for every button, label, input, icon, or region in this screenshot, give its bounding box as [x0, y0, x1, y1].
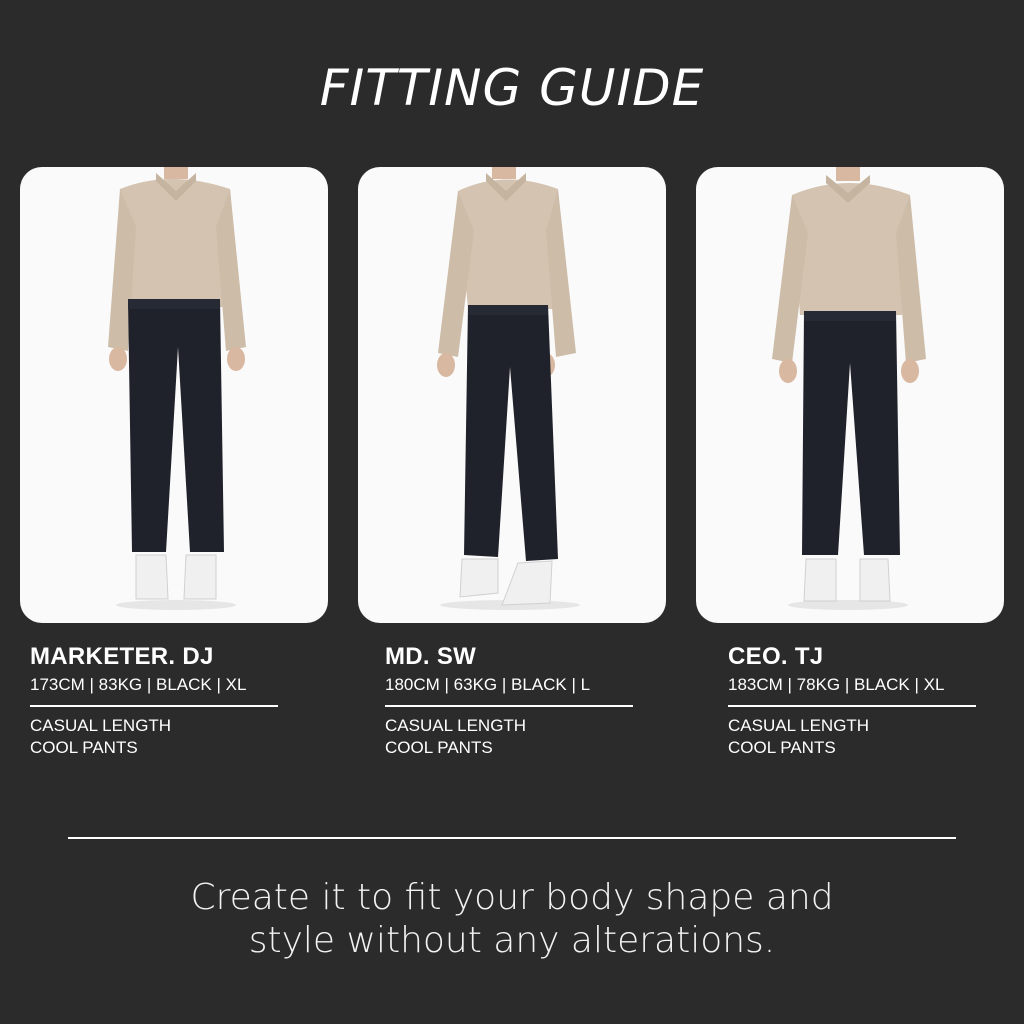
model-figure-sw [358, 167, 666, 623]
model-photo-sw [358, 167, 666, 623]
fit-label: CASUAL LENGTH [728, 716, 870, 735]
tagline-line-2: style without any alterations. [248, 920, 776, 961]
model-specs: 180CM | 63KG | BLACK | L [385, 675, 591, 694]
model-figure-tj [696, 167, 1004, 623]
model-name: MD. SW [385, 643, 477, 670]
model-figure-dj [20, 167, 328, 623]
model-photo-dj [20, 167, 328, 623]
divider [728, 705, 976, 707]
divider [385, 705, 633, 707]
tagline [0, 876, 1024, 962]
model-info-sw [385, 642, 645, 759]
model-name: CEO. TJ [728, 643, 824, 670]
section-divider [68, 837, 956, 839]
divider [30, 705, 278, 707]
model-info-dj [30, 642, 290, 759]
model-info-tj [728, 642, 988, 759]
model-specs: 173CM | 83KG | BLACK | XL [30, 675, 247, 694]
model-photo-tj [696, 167, 1004, 623]
tagline-line-1: Create it to fit your body shape and [190, 877, 834, 918]
model-specs: 183CM | 78KG | BLACK | XL [728, 675, 945, 694]
page-title: FITTING GUIDE [319, 59, 705, 117]
product-label: COOL PANTS [30, 738, 138, 757]
model-name: MARKETER. DJ [30, 643, 214, 670]
fit-label: CASUAL LENGTH [30, 716, 172, 735]
product-label: COOL PANTS [728, 738, 836, 757]
fit-label: CASUAL LENGTH [385, 716, 527, 735]
product-label: COOL PANTS [385, 738, 493, 757]
